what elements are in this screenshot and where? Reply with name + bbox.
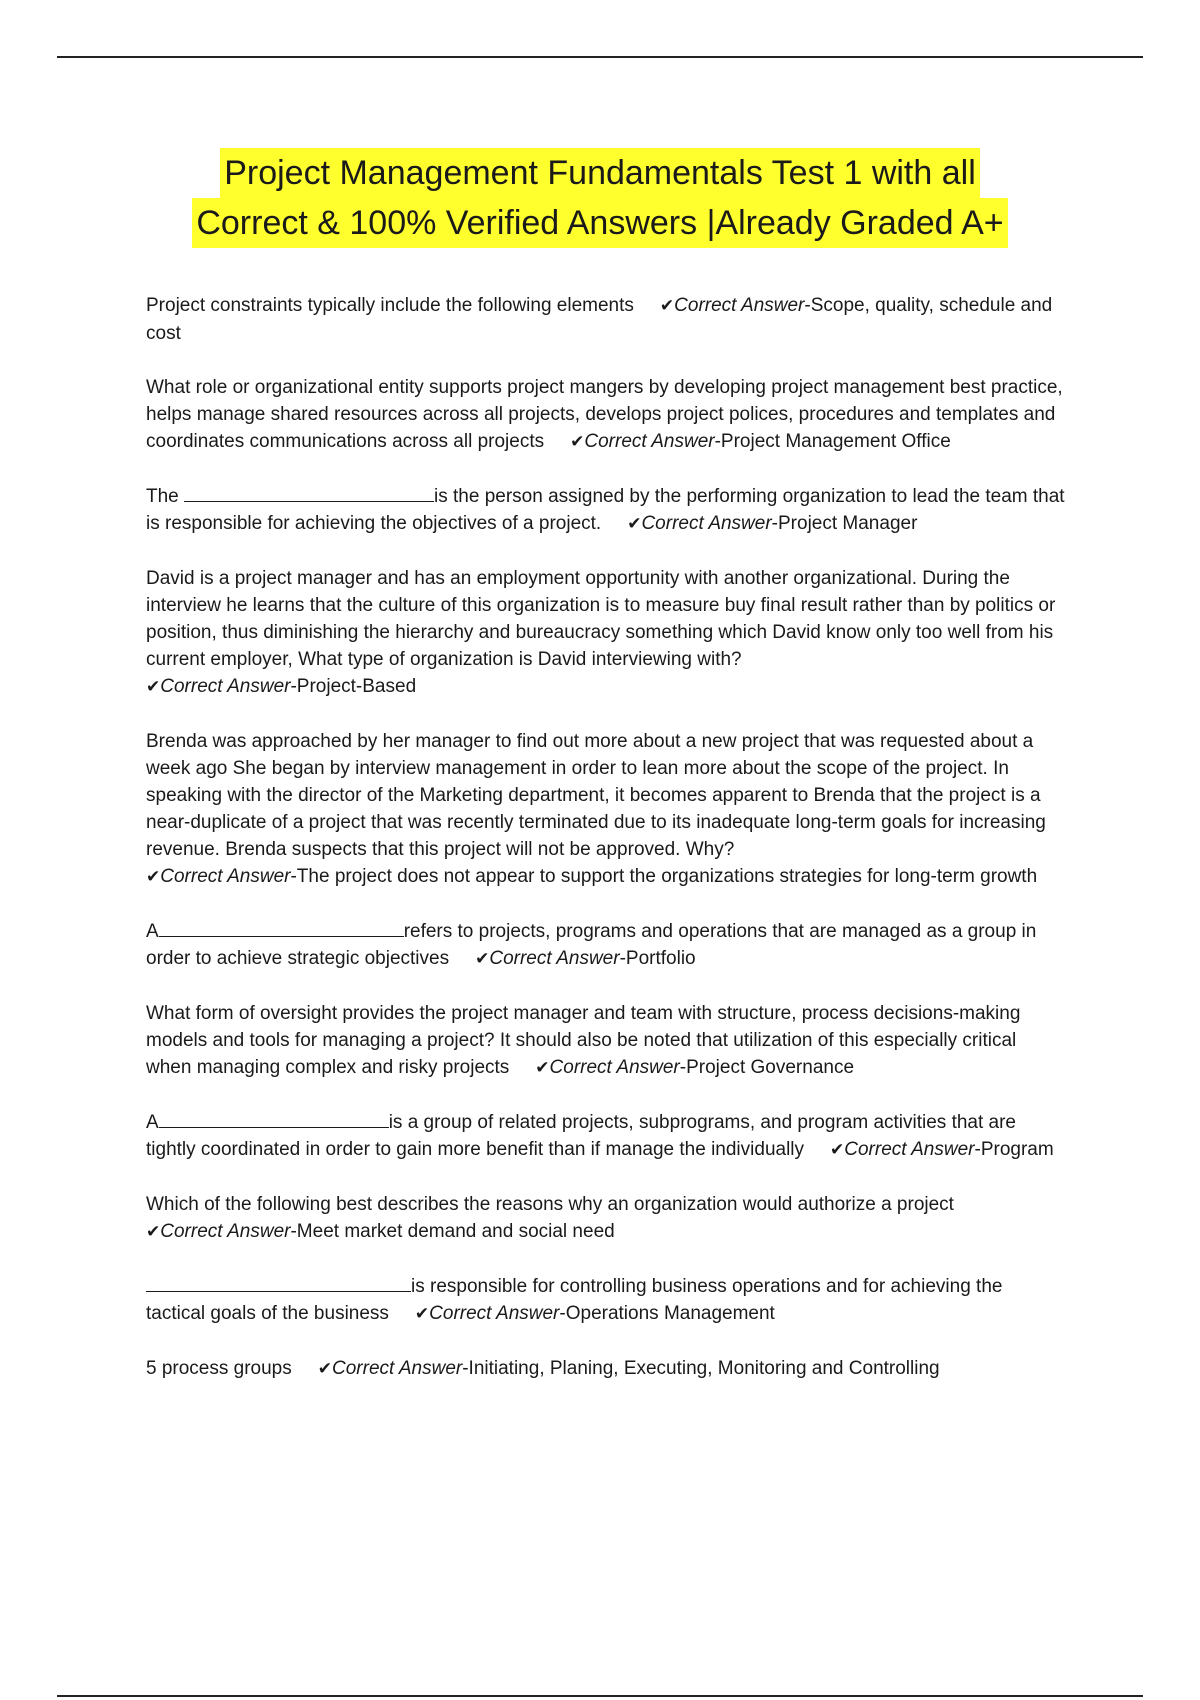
title-line-1: Project Management Fundamentals Test 1 with all — [220, 148, 980, 198]
qa-item-10: is responsible for controlling business operations and for achieving the tactical goals of the business ✔Correct Answer-Operations Management — [146, 1273, 1066, 1328]
question-text: 5 process groups — [146, 1358, 292, 1379]
question-text: What role or organizational entity supports project mangers by developing project management best practice, helps manage shared resources across all projects, develops project polices, procedures and templates and coordinates communications across all projects — [146, 377, 1063, 452]
fill-in-blank — [159, 918, 404, 937]
qa-item-2: What role or organizational entity supports project mangers by developing project management best practice, helps manage shared resources across all projects, develops project polices, procedures and templates and coordinates communications across all projects ✔Correct Answer-Project Management Office — [146, 377, 1063, 452]
check-icon: ✔ — [570, 432, 585, 452]
qa-item-3: The is the person assigned by the performing organization to lead the team that is responsible for achieving the objectives of a project. ✔Correct Answer-Project Manager — [146, 483, 1066, 538]
answer-text: Program — [980, 1139, 1054, 1160]
fill-in-blank — [146, 1273, 411, 1292]
answer-text: Operations Management — [565, 1303, 775, 1324]
question-suffix: refers to projects, programs and operations that are managed as a group in order to achieve strategic objectives — [146, 921, 1037, 969]
bottom-rule — [57, 1695, 1143, 1697]
answer-text: Portfolio — [625, 948, 696, 969]
question-text: David is a project manager and has an employment opportunity with another organizational. During the interview he learns that the culture of this organization is to measure buy final result rather than by politics or position, thus diminishing the hierarchy and bureaucracy something which David know only too well from his current employer, What type of organization is David interviewing with? — [146, 568, 1056, 670]
qa-item-4: David is a project manager and has an employment opportunity with another organizational. During the interview he learns that the culture of this organization is to measure buy final result rather than by politics or position, thus diminishing the hierarchy and bureaucracy something which David know only too well from his current employer, What type of organization is David interviewing with? ✔Correct Answer-Project-Based — [146, 568, 1056, 697]
answer-label: Correct Answer — [549, 1057, 680, 1078]
check-icon: ✔ — [146, 867, 161, 887]
question-prefix: A — [146, 1112, 159, 1133]
check-icon: ✔ — [146, 677, 161, 697]
answer-label: Correct Answer — [674, 295, 805, 316]
answer-label: Correct Answer — [489, 948, 620, 969]
check-icon: ✔ — [659, 296, 675, 316]
answer-label: Correct Answer — [160, 676, 291, 697]
check-icon: ✔ — [830, 1140, 845, 1160]
question-prefix: The — [146, 486, 179, 507]
answer-label: Correct Answer — [429, 1303, 560, 1324]
qa-item-5: Brenda was approached by her manager to find out more about a new project that was requested about a week ago She began by interview management in order to lean more about the scope of the project. In speaking with the director of the Marketing department, it becomes apparent to Brenda that the project is a near-duplicate of a project that was recently terminated due to its inadequate long-term goals for increasing revenue. Brenda suspects that this project will not be approved. Why? ✔Correct Answer-The project does not appear to support the organizations strategies for long-term growth — [146, 731, 1046, 887]
qa-item-9: Which of the following best describes the reasons why an organization would authorize a project ✔Correct Answer-Meet market demand and social need — [146, 1194, 954, 1242]
question-text: Brenda was approached by her manager to find out more about a new project that was requested about a week ago She began by interview management in order to lean more about the scope of the project. In speaking with the director of the Marketing department, it becomes apparent to Brenda that the project is a near-duplicate of a project that was recently terminated due to its inadequate long-term goals for increasing revenue. Brenda suspects that this project will not be approved. Why? — [146, 731, 1046, 860]
document-title — [0, 148, 1200, 248]
question-suffix: is responsible for controlling business operations and for achieving the tactical goals of the business — [146, 1276, 1003, 1324]
answer-label: Correct Answer — [584, 431, 715, 452]
fill-in-blank — [184, 483, 434, 502]
question-text: Which of the following best describes the reasons why an organization would authorize a project — [146, 1194, 954, 1215]
title-line-2: Correct & 100% Verified Answers |Already Graded A+ — [192, 198, 1007, 248]
answer-text: Project Management Office — [720, 431, 951, 452]
check-icon: ✔ — [535, 1058, 550, 1078]
qa-item-7: What form of oversight provides the project manager and team with structure, process decisions-making models and tools for managing a project? It should also be noted that utilization of this especially critical when managing complex and risky projects ✔Correct Answer-Project Governance — [146, 1003, 1021, 1078]
answer-label: Correct Answer — [844, 1139, 975, 1160]
top-rule — [57, 56, 1143, 58]
question-suffix: is a group of related projects, subprograms, and program activities that are tightly coordinated in order to gain more benefit than if manage the individually — [146, 1112, 1017, 1160]
question-text: What form of oversight provides the project manager and team with structure, process decisions-making models and tools for managing a project? It should also be noted that utilization of this especially critical when managing complex and risky projects — [146, 1003, 1021, 1078]
check-icon: ✔ — [627, 514, 642, 534]
answer-text: Initiating, Planing, Executing, Monitoring and Controlling — [468, 1358, 940, 1379]
answer-text: Project Manager — [778, 513, 918, 534]
question-prefix: A — [146, 921, 159, 942]
answer-text: Project-Based — [296, 676, 417, 697]
qa-list — [146, 292, 1066, 1410]
answer-text: The project does not appear to support the organizations strategies for long-term growth — [296, 866, 1038, 887]
check-icon: ✔ — [475, 949, 490, 969]
check-icon: ✔ — [414, 1304, 430, 1324]
answer-text: Meet market demand and social need — [296, 1221, 615, 1242]
check-icon: ✔ — [317, 1359, 332, 1379]
question-suffix: is the person assigned by the performing organization to lead the team that is responsible for achieving the objectives of a project. — [146, 486, 1065, 534]
answer-label: Correct Answer — [641, 513, 772, 534]
qa-item-1: Project constraints typically include the following elements ✔Correct Answer-Scope, quality, schedule and cost — [146, 295, 1053, 344]
answer-label: Correct Answer — [160, 866, 291, 887]
qa-item-8: A is a group of related projects, subprograms, and program activities that are tightly coordinated in order to gain more benefit than if manage the individually ✔Correct Answer-Program — [146, 1109, 1066, 1164]
answer-label: Correct Answer — [332, 1358, 463, 1379]
answer-text: Project Governance — [686, 1057, 855, 1078]
answer-label: Correct Answer — [160, 1221, 291, 1242]
fill-in-blank — [159, 1109, 389, 1128]
check-icon: ✔ — [146, 1222, 161, 1242]
answer-text: Scope, quality, schedule and cost — [146, 295, 1053, 344]
question-text: Project constraints typically include the following elements — [146, 295, 634, 316]
qa-item-11: 5 process groups ✔Correct Answer-Initiating, Planing, Executing, Monitoring and Controlling — [146, 1358, 940, 1379]
qa-item-6: A refers to projects, programs and operations that are managed as a group in order to achieve strategic objectives ✔Correct Answer-Portfolio — [146, 918, 1066, 973]
